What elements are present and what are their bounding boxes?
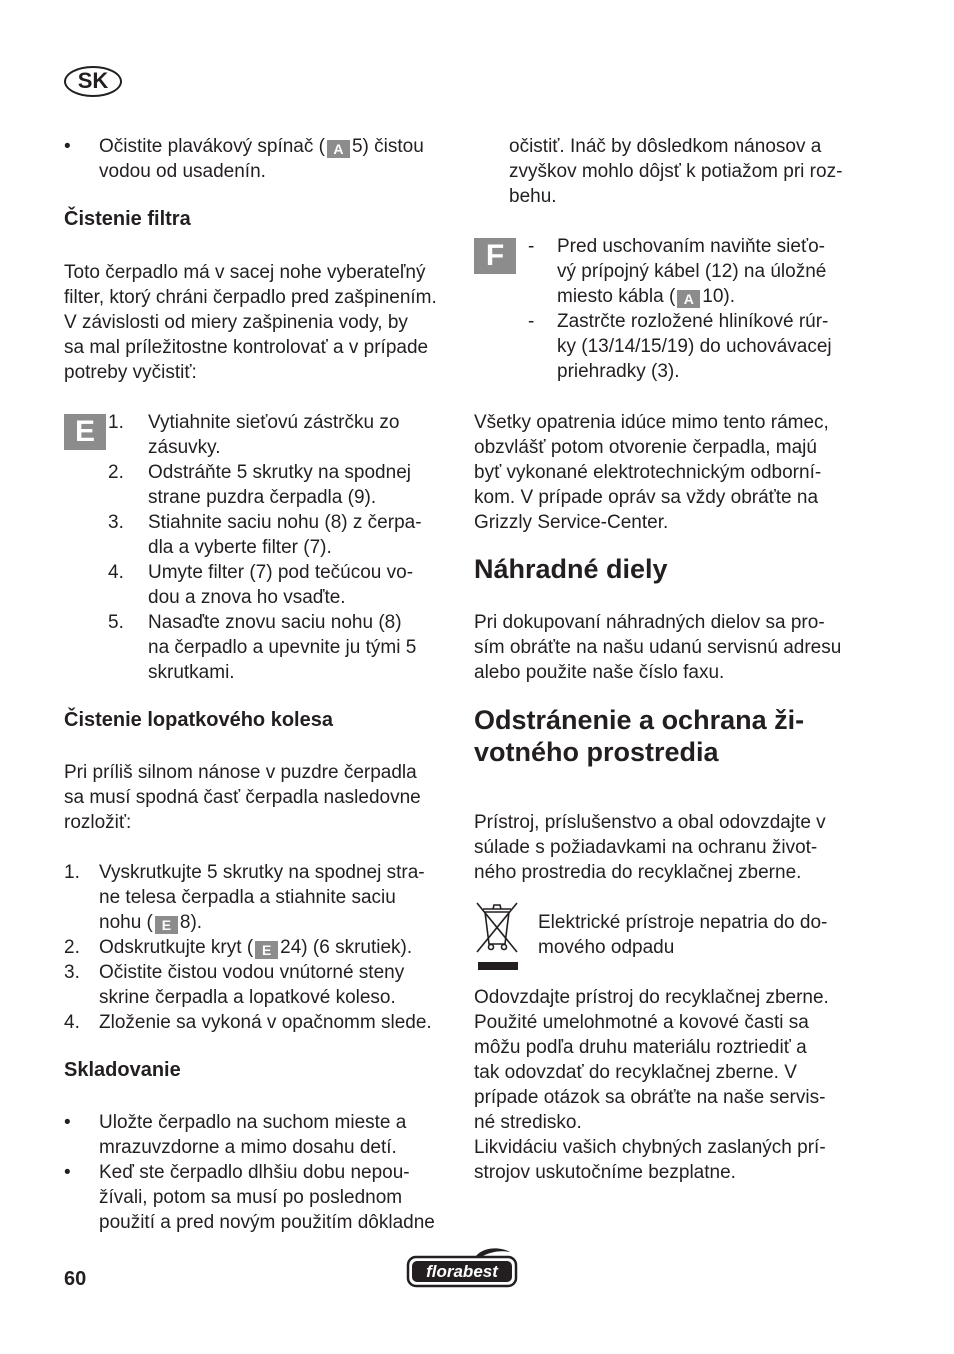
bullet-text: žívali, potom sa musí po poslednom (99, 1187, 403, 1208)
service-para-line: Grizzly Service-Center. (474, 512, 669, 533)
step-text: Očistite čistou vodou vnútorné steny (99, 962, 405, 983)
figure-e-icon: E (64, 414, 106, 450)
intro-bullet-line1: Očistite plavákový spínač ( A 5) čistou (99, 136, 424, 157)
step-text: ne telesa čerpadla a stiahnite saciu (99, 887, 396, 908)
dash-mark: - (528, 236, 535, 257)
recycle-para-line: Použité umelohmotné a kovové časti sa (474, 1012, 809, 1033)
step-text: Zloženie sa vykoná v opačnomm slede. (99, 1012, 432, 1033)
step-text: nohu ( E 8). (99, 912, 203, 933)
step-number: 1. (64, 862, 80, 883)
bullet-text: Keď ste čerpadlo dlhšiu dobu nepou- (99, 1162, 410, 1183)
bullet-text: mrazuvzdorne a mimo dosahu detí. (99, 1137, 397, 1158)
filter-para-line: filter, ktorý chráni čerpadlo pred zašpinením. (64, 287, 437, 308)
ref-a-icon: A (327, 140, 350, 158)
impeller-para-line: Pri príliš silnom nánose v puzdre čerpadla (64, 762, 417, 783)
step-text: skrine čerpadla a lopatkové koleso. (99, 987, 396, 1008)
service-para-line: Všetky opatrenia idúce mimo tento rámec, (474, 412, 829, 433)
filter-para-line: sa mal príležitostne kontrolovať a v prípade (64, 337, 429, 358)
bullet-text: použití a pred novým použitím dôkladne (99, 1212, 435, 1233)
dash-text: miesto kábla ( A 10). (557, 286, 736, 307)
step-number: 4. (108, 562, 124, 583)
service-para-line: kom. V prípade opráv sa vždy obráťte na (474, 487, 819, 508)
recycle-para-line: tak odovzdať do recyklačnej zberne. V (474, 1062, 797, 1083)
recycle-para-line: Odovzdajte prístroj do recyklačnej zberne. (474, 987, 829, 1008)
continued-text: behu. (509, 186, 557, 207)
step-text: dou a znova ho vsaďte. (148, 587, 346, 608)
filter-heading: Čistenie filtra (64, 208, 191, 230)
storage-heading: Skladovanie (64, 1059, 181, 1081)
step-text: Nasaďte znovu saciu nohu (8) (148, 612, 402, 633)
impeller-para-line: sa musí spodná časť čerpadla nasledovne (64, 787, 421, 808)
env-para-line: súlade s požiadavkami na ochranu život- (474, 837, 818, 858)
dash-text: Zastrčte rozložené hliníkové rúr- (557, 311, 829, 332)
step-text: na čerpadlo a upevnite ju tými 5 (148, 637, 417, 658)
recycle-para-line: prípade otázok sa obráťte na naše servis- (474, 1087, 826, 1108)
service-para-line: byť vykonané elektrotechnickým odborní- (474, 462, 822, 483)
step-text: Vytiahnite sieťovú zástrčku zo (148, 412, 400, 433)
bullet-mark: • (64, 1112, 71, 1133)
step-text: strane puzdra čerpadla (9). (148, 487, 377, 508)
step-number: 3. (108, 512, 124, 533)
spare-parts-heading: Náhradné diely (474, 554, 668, 584)
recycle-para-line: Likvidáciu vašich chybných zaslaných prí- (474, 1137, 826, 1158)
environment-heading: Odstránenie a ochrana ži- (474, 705, 805, 735)
service-para-line: obzvlášť potom otvorenie čerpadla, majú (474, 437, 817, 458)
impeller-para-line: rozložiť: (64, 812, 132, 833)
step-text: Odstráňte 5 skrutky na spodnej (148, 462, 411, 483)
dash-text: ky (13/14/15/19) do uchovávacej (557, 336, 832, 357)
spare-para-line: Pri dokupovaní náhradných dielov sa pro- (474, 612, 825, 633)
dash-mark: - (528, 311, 535, 332)
step-text: skrutkami. (148, 662, 235, 683)
step-number: 1. (108, 412, 124, 433)
recycle-para-line: môžu podľa druhu materiálu roztriediť a (474, 1037, 807, 1058)
ref-e-icon: E (255, 941, 278, 959)
environment-heading: votného prostredia (474, 737, 719, 767)
step-text: Vyskrutkujte 5 skrutky na spodnej stra- (99, 862, 425, 883)
logo-text: florabest (426, 1262, 498, 1281)
dash-text: vý prípojný kábel (12) na úložné (557, 261, 827, 282)
step-number: 3. (64, 962, 80, 983)
step-text: Odskrutkujte kryt ( E 24) (6 skrutiek). (99, 937, 413, 958)
figure-f-icon: F (474, 238, 516, 274)
weee-text: Elektrické prístroje nepatria do do- (538, 912, 828, 933)
step-text: dla a vyberte filter (7). (148, 537, 332, 558)
filter-para-line: V závislosti od miery zašpinenia vody, by (64, 312, 408, 333)
env-para-line: Prístroj, príslušenstvo a obal odovzdajte v (474, 812, 826, 833)
florabest-logo (406, 1248, 518, 1288)
bullet-text: Uložte čerpadlo na suchom mieste a (99, 1112, 407, 1133)
page-number: 60 (64, 1268, 87, 1290)
continued-text: zvyškov mohlo dôjsť k potiažom pri roz- (509, 161, 843, 182)
impeller-heading: Čistenie lopatkového kolesa (64, 709, 333, 731)
step-text: Umyte filter (7) pod tečúcou vo- (148, 562, 414, 583)
intro-bullet-line2: vodou od usadenín. (99, 161, 266, 182)
ref-a-icon: A (677, 290, 700, 308)
recycle-para-line: strojov uskutočníme bezplatne. (474, 1162, 736, 1183)
spare-para-line: sím obráťte na našu udanú servisnú adresu (474, 637, 842, 658)
filter-para-line: Toto čerpadlo má v sacej nohe vyberateľný (64, 262, 426, 283)
recycle-para-line: né stredisko. (474, 1112, 582, 1133)
step-text: Stiahnite saciu nohu (8) z čerpa- (148, 512, 422, 533)
env-para-line: ného prostredia do recyklačnej zberne. (474, 862, 802, 883)
continued-text: očistiť. Ináč by dôsledkom nánosov a (509, 136, 822, 157)
step-number: 2. (64, 937, 80, 958)
dash-text: Pred uschovaním naviňte sieťo- (557, 236, 825, 257)
step-number: 2. (108, 462, 124, 483)
dash-text: priehradky (3). (557, 361, 680, 382)
language-badge: SK (64, 66, 122, 97)
bullet-mark: • (64, 1162, 71, 1183)
ref-e-icon: E (155, 916, 178, 934)
weee-text: mového odpadu (538, 937, 675, 958)
crossed-bin-icon (474, 900, 520, 972)
step-number: 4. (64, 1012, 80, 1033)
spare-para-line: alebo použite naše číslo faxu. (474, 662, 725, 683)
step-number: 5. (108, 612, 124, 633)
filter-para-line: potreby vyčistiť: (64, 362, 197, 383)
step-text: zásuvky. (148, 437, 221, 458)
bullet-mark: • (64, 136, 71, 157)
